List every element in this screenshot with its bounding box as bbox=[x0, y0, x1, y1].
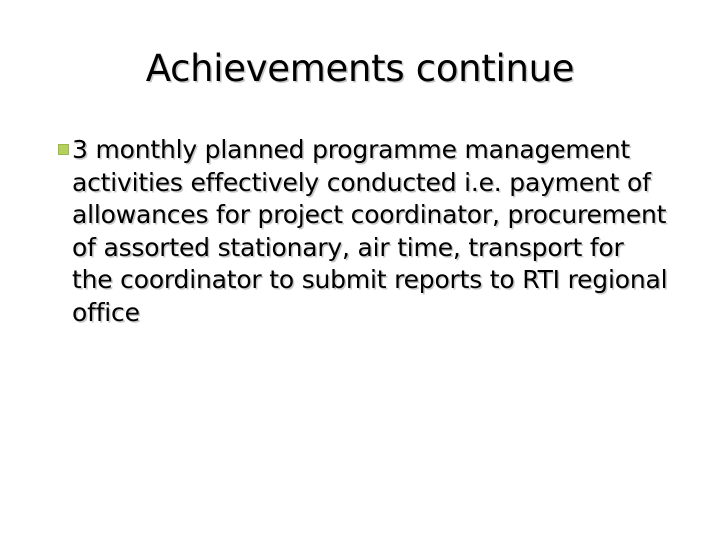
slide-body bbox=[58, 134, 668, 329]
square-bullet-icon bbox=[58, 144, 69, 155]
bullet-item bbox=[58, 134, 668, 329]
bullet-text: 3 monthly planned programme management activities effectively conducted i.e. payment of allowances for project coordinator, procurement of assorted stationary, air time, transport for the coordinator to submit reports to RTI regional office bbox=[72, 135, 668, 327]
slide-title: Achievements continue bbox=[145, 47, 575, 90]
